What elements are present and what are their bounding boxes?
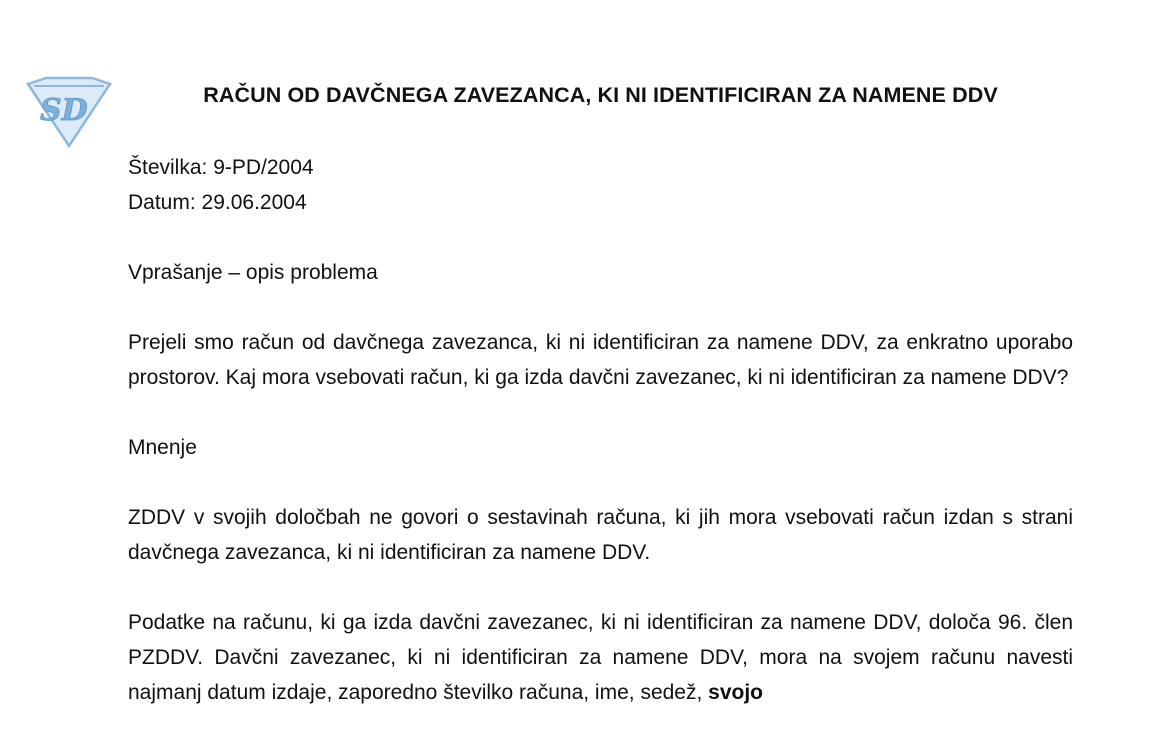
sd-logo-icon xyxy=(26,76,112,148)
opinion-paragraph-1: ZDDV v svojih določbah ne govori o sestavinah računa, ki jih mora vsebovati račun izdan s strani davčnega zavezanca, ki ni identificiran za namene DDV. xyxy=(128,506,1073,564)
opinion-paragraph-2 xyxy=(128,605,1073,710)
opinion-paragraph-2-text: Podatke na računu, ki ga izda davčni zavezanec, ki ni identificiran za namene DDV, določa 96. člen PZDDV. Davčni zavezanec, ki ni identificiran za namene DDV, mora na svojem računu navesti najmanj datum izdaje, zaporedno številko računa, ime, sedež, xyxy=(128,611,1073,704)
question-text: Prejeli smo račun od davčnega zavezanca, ki ni identificiran za namene DDV, za enkratno uporabo prostorov. Kaj mora vsebovati račun, ki ga izda davčni zavezanec, ki ni identificiran za namene DDV? xyxy=(128,331,1073,389)
svg-text:SD: SD xyxy=(40,93,88,128)
opinion-heading: Mnenje xyxy=(128,436,197,459)
document-title: RAČUN OD DAVČNEGA ZAVEZANCA, KI NI IDENTIFICIRAN ZA NAMENE DDV xyxy=(203,83,998,107)
opinion-paragraph-2-bold: svojo xyxy=(708,681,764,704)
document-number: Številka: 9-PD/2004 xyxy=(128,156,314,179)
document-body xyxy=(128,150,1073,710)
document-date: Datum: 29.06.2004 xyxy=(128,191,307,214)
question-heading: Vprašanje – opis problema xyxy=(128,261,378,284)
